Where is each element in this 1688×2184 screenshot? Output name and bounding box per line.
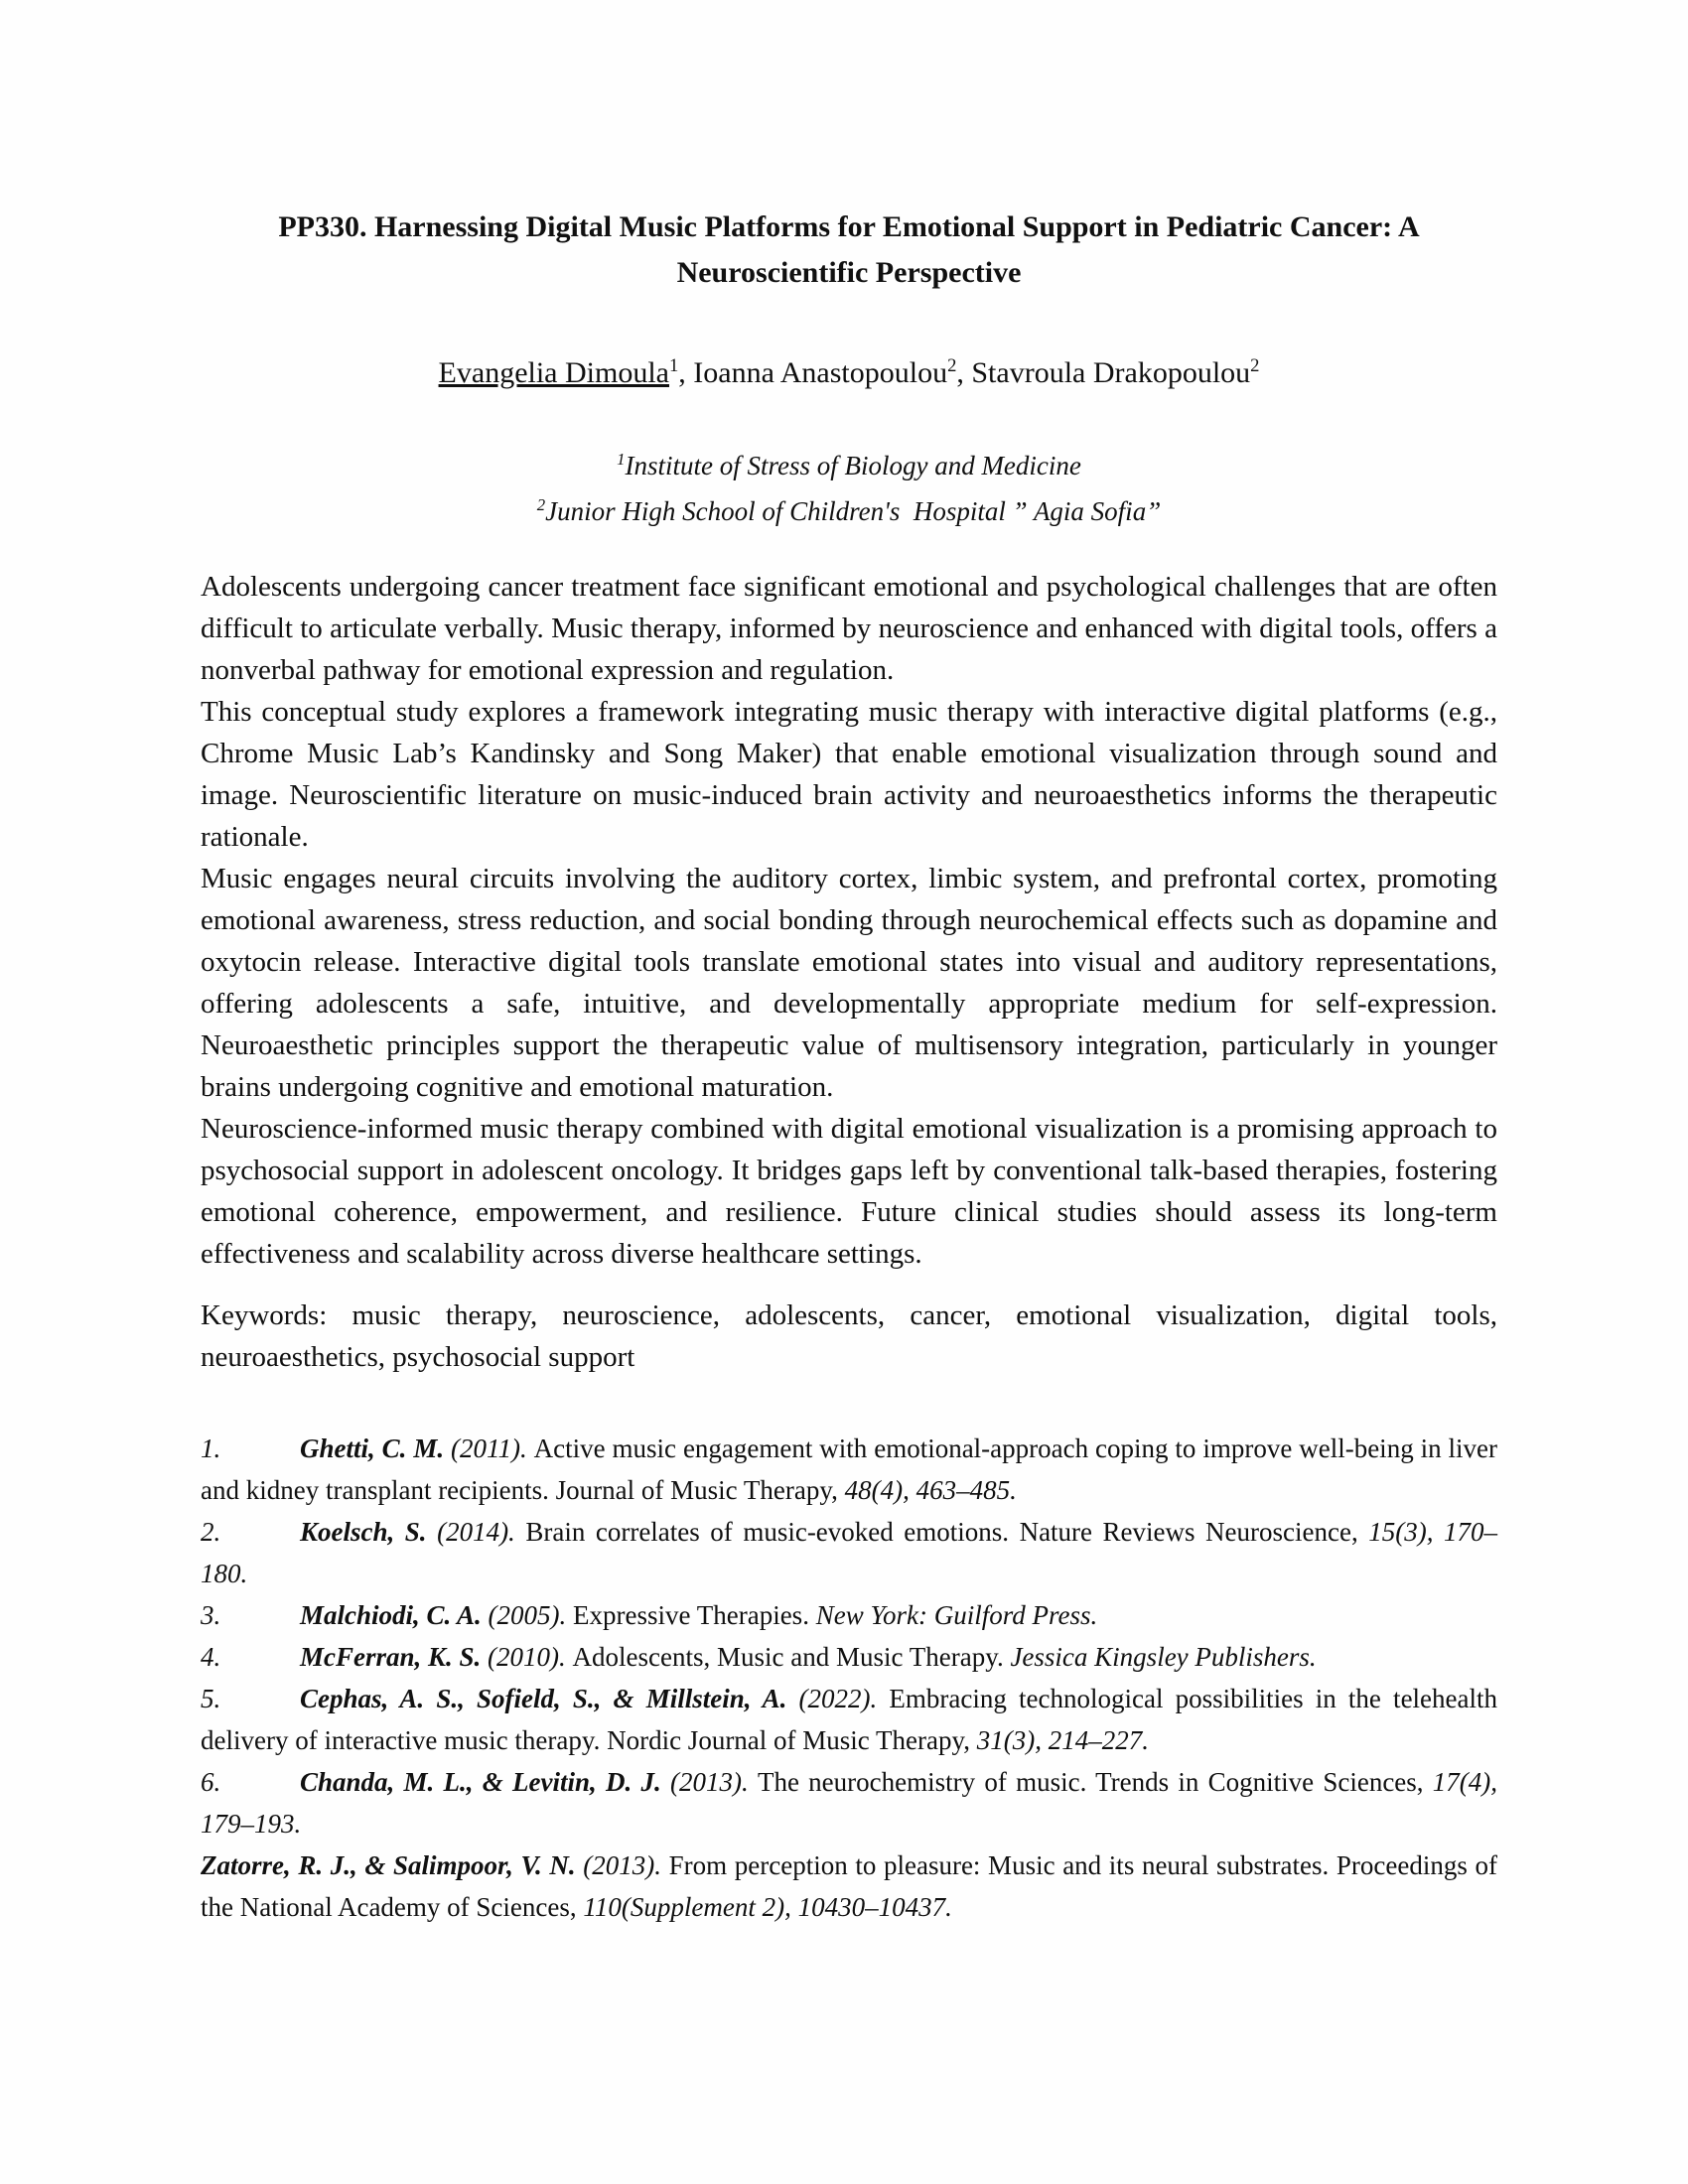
text-segment: (2005).: [488, 1600, 574, 1630]
text-segment: (2013).: [583, 1850, 669, 1880]
text-segment: 15(3), 170–180.: [201, 1517, 1498, 1588]
text-segment: 6.: [201, 1767, 221, 1797]
abstract-paragraph-1: Adolescents undergoing cancer treatment face significant emotional and psychological challenges that are often difficult to articulate verbally. Music therapy, informed by neuroscience and enhanced with digital tools, offers a nonverbal pathway for emotional expression and regulation.: [201, 571, 1497, 686]
text-segment: 3.: [201, 1600, 221, 1630]
affiliation-2: [201, 488, 1497, 534]
text-segment: (2022).: [798, 1684, 890, 1713]
text-segment: 110(Supplement 2), 10430–10437.: [583, 1892, 952, 1922]
text-segment: McFerran, K. S.: [300, 1642, 489, 1672]
text-segment: Koelsch, S.: [300, 1517, 438, 1547]
text-segment: From perception to pleasure: Music and its neural substrates. Proceedings of the National Academy of Sciences,: [201, 1850, 1498, 1922]
paper-title-line-2: Neuroscientific Perspective: [676, 256, 1022, 289]
text-segment: 31(3), 214–227.: [976, 1725, 1149, 1755]
text-segment: (2013).: [669, 1767, 758, 1797]
reference-3: [201, 1594, 1497, 1636]
reference-1: [201, 1428, 1497, 1511]
text-segment: The neurochemistry of music. Trends in Cognitive Sciences,: [757, 1767, 1433, 1797]
text-segment: Junior High School of Children's Hospital ” Agia Sofia”: [545, 496, 1162, 526]
text-segment: Evangelia Dimoula: [438, 356, 669, 389]
text-segment: 4.: [201, 1642, 221, 1672]
reference-7: [201, 1844, 1497, 1928]
text-segment: 1: [668, 355, 679, 376]
text-segment: 5.: [201, 1684, 221, 1713]
keywords-line: Keywords: music therapy, neuroscience, adolescents, cancer, emotional visualization, digital tools, neuroaesthetics, psychosocial support: [201, 1299, 1497, 1373]
text-segment: , Ioanna Anastopoulou: [678, 356, 948, 389]
text-segment: 17(4), 179–193.: [201, 1767, 1498, 1839]
reference-list: [201, 1428, 1497, 1928]
text-segment: Embracing technological possibilities in the telehealth delivery of interactive music therapy. Nordic Journal of Music Therapy,: [201, 1684, 1498, 1755]
text-segment: Brain correlates of music-evoked emotions. Nature Reviews Neuroscience,: [525, 1517, 1369, 1547]
text-segment: (2010).: [488, 1642, 573, 1672]
text-segment: Malchiodi, C. A.: [300, 1600, 489, 1630]
text-segment: Expressive Therapies.: [573, 1600, 816, 1630]
affiliation-1: [201, 443, 1497, 488]
text-segment: 1: [617, 450, 626, 469]
abstract-paragraph-3: Music engages neural circuits involving the auditory cortex, limbic system, and prefrontal cortex, promoting emotional awareness, stress reduction, and social bonding through neurochemical effects such as dopamine and oxytocin release. Interactive digital tools translate emotional states into visual and auditory representations, offering adolescents a safe, intuitive, and developmentally appropriate medium for self-expression. Neuroaesthetic principles support the therapeutic value of multisensory integration, particularly in younger brains undergoing cognitive and emotional maturation.: [201, 863, 1497, 1103]
text-segment: Cephas, A. S., Sofield, S., & Millstein, A.: [300, 1684, 799, 1713]
text-segment: Adolescents, Music and Music Therapy.: [572, 1642, 1011, 1672]
text-segment: (2011).: [451, 1433, 534, 1463]
text-segment: 2: [947, 355, 957, 376]
text-segment: 2: [1250, 355, 1260, 376]
paper-title-line-1: PP330. Harnessing Digital Music Platforms for Emotional Support in Pediatric Cancer: A: [278, 210, 1420, 243]
abstract-paragraph-2: This conceptual study explores a framework integrating music therapy with interactive digital platforms (e.g., Chrome Music Lab’s Kandinsky and Song Maker) that enable emotional visualization through sound and image. Neuroscientific literature on music-induced brain activity and neuroaesthetics informs the therapeutic rationale.: [201, 696, 1497, 853]
reference-5: [201, 1678, 1497, 1761]
reference-2: [201, 1511, 1497, 1594]
text-segment: Jessica Kingsley Publishers.: [1010, 1642, 1317, 1672]
paper-title: [201, 205, 1497, 296]
text-segment: 48(4), 463–485.: [844, 1475, 1017, 1505]
text-segment: , Stavroula Drakopoulou: [956, 356, 1251, 389]
text-segment: Active music engagement with emotional-approach coping to improve well-being in liver and kidney transplant recipients. Journal of Music Therapy,: [201, 1433, 1497, 1505]
text-segment: Chanda, M. L., & Levitin, D. J.: [300, 1767, 670, 1797]
text-segment: New York: Guilford Press.: [815, 1600, 1098, 1630]
authors-line: [201, 353, 1497, 393]
text-segment: 2: [536, 495, 546, 514]
text-segment: (2014).: [437, 1517, 526, 1547]
abstract-paragraph-4: Neuroscience-informed music therapy combined with digital emotional visualization is a promising approach to psychosocial support in adolescent oncology. It bridges gaps left by conventional talk-based therapies, fostering emotional coherence, empowerment, and resilience. Future clinical studies should assess its long-term effectiveness and scalability across diverse healthcare settings.: [201, 1113, 1497, 1270]
text-segment: Zatorre, R. J., & Salimpoor, V. N.: [201, 1850, 584, 1880]
affiliations-block: [201, 443, 1497, 534]
reference-6: [201, 1761, 1497, 1844]
text-segment: Institute of Stress of Biology and Medicine: [625, 451, 1081, 480]
text-segment: 1.: [201, 1433, 221, 1463]
reference-4: [201, 1636, 1497, 1678]
text-segment: 2.: [201, 1517, 221, 1547]
text-segment: Ghetti, C. M.: [300, 1433, 452, 1463]
abstract-body: [201, 566, 1497, 1378]
